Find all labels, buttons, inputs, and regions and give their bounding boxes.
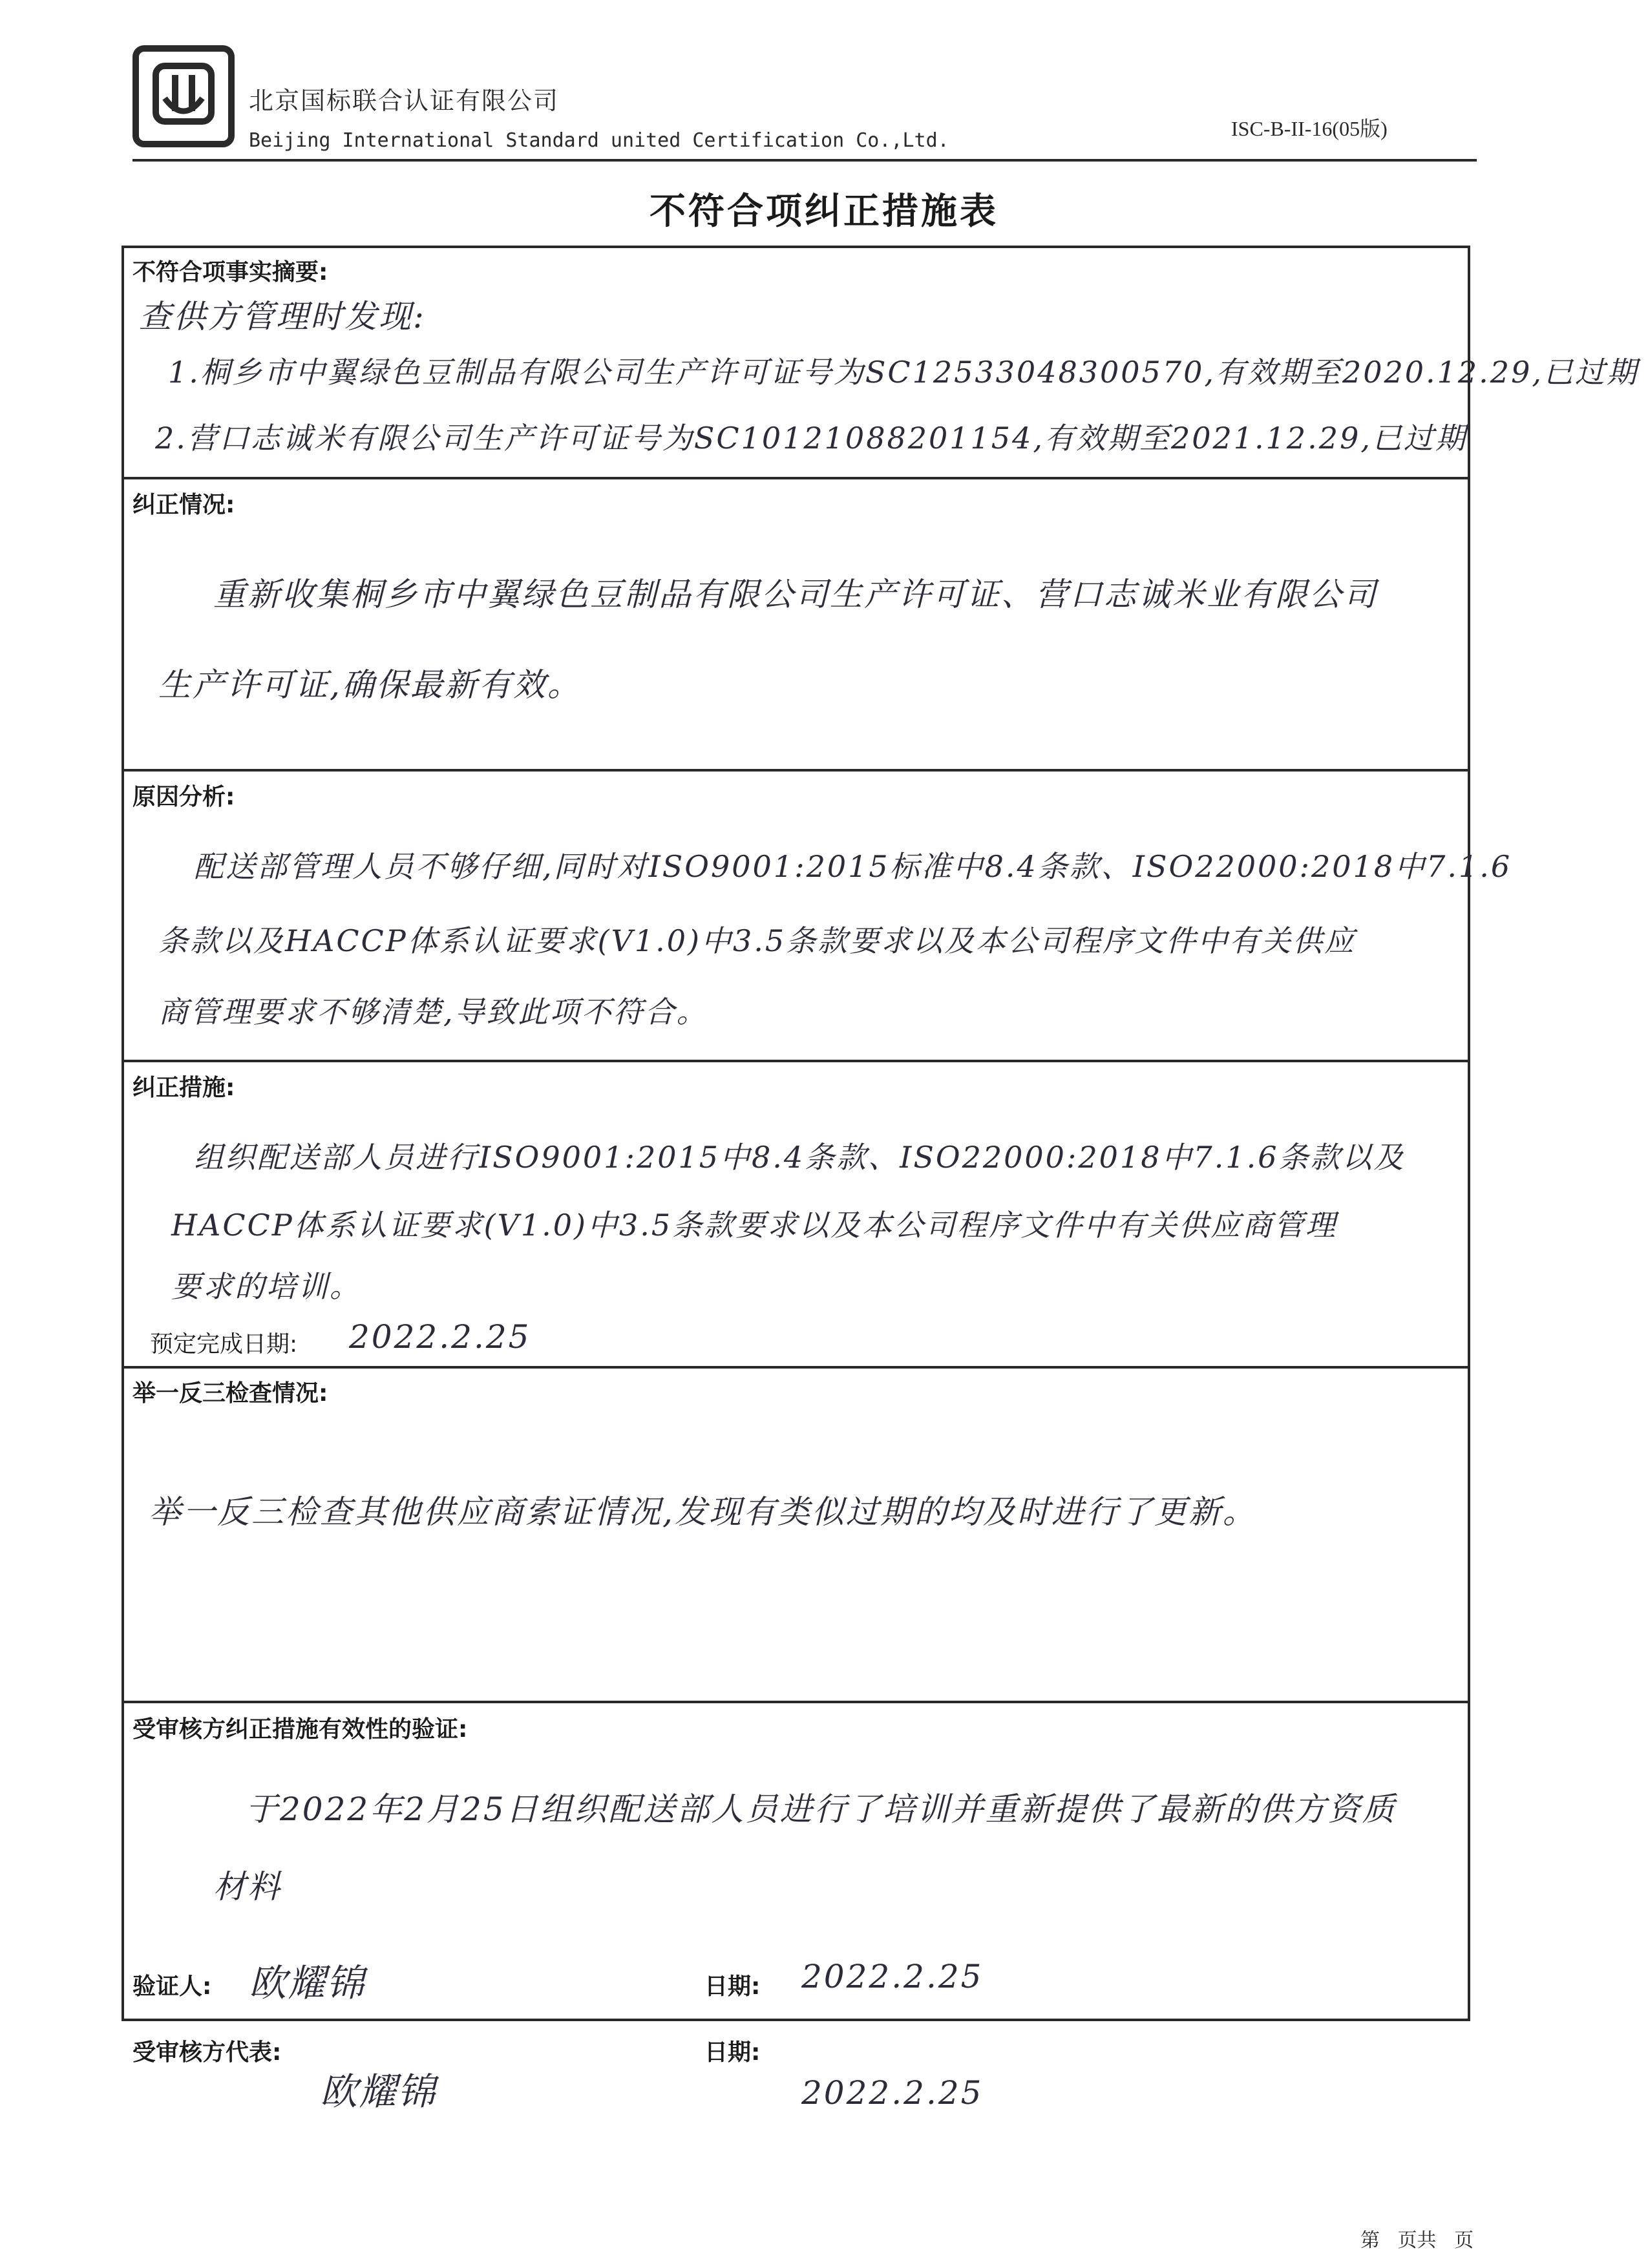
form-title: 不符合项纠正措施表 [650,191,998,233]
measures-line: 组织配送部人员进行ISO9001:2015中8.4条款、ISO22000:2018中7.1.6条款以及 [194,1140,1406,1175]
verification-line: 于2022年2月25日组织配送部人员进行了培训并重新提供了最新的供方资质 [246,1790,1397,1828]
form-table [121,246,1470,2021]
correction-label: 纠正情况: [132,492,235,518]
row-divider [121,1366,1470,1369]
facts-line: 查供方管理时发现: [139,298,426,335]
row-divider [121,1701,1470,1703]
verification-label: 受审核方纠正措施有效性的验证: [132,1716,468,1743]
cause-label: 原因分析: [132,784,235,810]
facts-line: 2.营口志诚米有限公司生产许可证号为SC10121088201154,有效期至2021.12.29,已过期 [155,421,1467,456]
cause-line: 条款以及HACCP体系认证要求(V1.0)中3.5条款要求以及本公司程序文件中有关供应 [158,923,1357,958]
row-divider [121,1060,1470,1062]
verification-date: 2022.2.25 [801,1958,984,1995]
correction-line: 生产许可证,确保最新有效。 [158,666,582,704]
company-name-cn: 北京国标联合认证有限公司 [249,87,560,115]
auditee-signature: 欧耀锦 [320,2070,437,2114]
cause-line: 配送部管理人员不够仔细,同时对ISO9001:2015标准中8.4条款、ISO22000:2018中7.1.6 [194,849,1512,884]
facts-line: 1.桐乡市中翼绿色豆制品有限公司生产许可证号为SC12533048300570,有效期至2020.12.29,已过期 [168,355,1638,390]
correction-line: 重新收集桐乡市中翼绿色豆制品有限公司生产许可证、营口志诚米业有限公司 [213,576,1378,613]
auditee-date: 2022.2.25 [801,2074,984,2112]
check-line: 举一反三检查其他供应商索证情况,发现有类似过期的均及时进行了更新。 [149,1493,1257,1531]
due-date-label: 预定完成日期: [150,1331,298,1358]
auditee-date-label: 日期: [704,2039,761,2066]
row-divider [121,477,1470,479]
verification-line: 材料 [213,1868,282,1906]
measures-line: HACCP体系认证要求(V1.0)中3.5条款要求以及本公司程序文件中有关供应商管理 [171,1208,1338,1243]
check-label: 举一反三检查情况: [132,1380,328,1407]
verifier-signature: 欧耀锦 [249,1961,366,2005]
facts-label: 不符合项事实摘要: [132,259,328,286]
verifier-label: 验证人: [132,1973,212,2000]
document-code: ISC-B-II-16(05版) [1231,117,1388,140]
header-divider [132,159,1477,162]
page-number: 第 页共 页 [1360,2229,1474,2252]
due-date-value: 2022.2.25 [349,1318,531,1356]
cause-line: 商管理要求不够清楚,导致此项不符合。 [158,994,708,1029]
company-name-en: Beijing International Standard united Certification Co.,Ltd. [249,129,949,152]
certification-logo-icon [132,45,235,147]
measures-label: 纠正措施: [132,1075,235,1101]
auditee-rep-label: 受审核方代表: [132,2039,282,2066]
row-divider [121,769,1470,772]
measures-line: 要求的培训。 [171,1269,361,1304]
verification-date-label: 日期: [704,1973,761,2000]
